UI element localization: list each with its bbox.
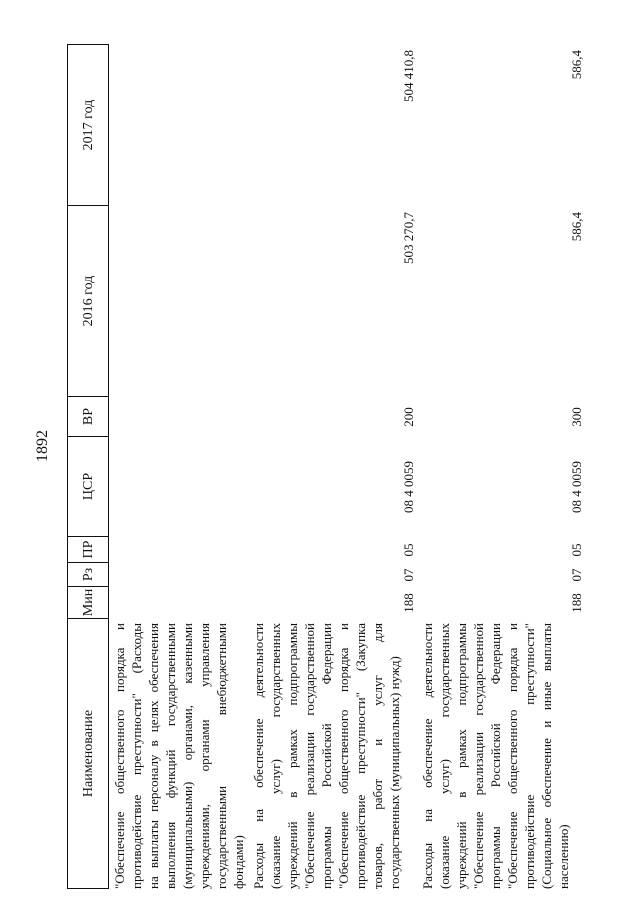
page-number: 1892: [34, 430, 51, 462]
row-vr: 300: [569, 407, 584, 427]
name-line: государственных (муниципальных) нужд): [387, 656, 402, 889]
table-header: [67, 44, 109, 889]
name-line: учреждений в рамках подпрограммы: [285, 623, 300, 889]
row-min: 188: [401, 593, 416, 613]
row-csr: 08 4 0059: [569, 461, 584, 513]
name-line: (Социальное обеспечение и иные выплаты: [539, 623, 554, 889]
row-2017: 504 410,8: [401, 50, 416, 102]
row-vr: 200: [401, 407, 416, 427]
name-line: товаров, работ и услуг для: [370, 623, 385, 889]
row-name: [417, 619, 585, 889]
name-line: населению): [556, 824, 571, 889]
header-name: Наименование: [68, 619, 108, 889]
row-rz: 07: [401, 568, 416, 582]
name-line: (оказание услуг) государственных: [268, 623, 283, 889]
name-line: на выплаты персоналу в целях обеспечения: [146, 623, 161, 889]
header-2017: 2017 год: [68, 44, 108, 206]
name-line: (оказание услуг) государственных: [437, 623, 452, 889]
name-line: противодействие преступности" (Расходы: [129, 623, 144, 889]
header-2016: 2016 год: [68, 206, 108, 397]
name-line: "Обеспечение реализации государственной: [471, 623, 486, 889]
row-name: [109, 619, 248, 889]
header-rz: Рз: [68, 563, 108, 587]
row-name: [248, 619, 417, 889]
name-line: выполнения функций государственными: [163, 623, 178, 889]
name-line: противодействие преступности": [522, 623, 537, 889]
name-line: "Обеспечение реализации государственной: [302, 623, 317, 889]
row-2017: 586,4: [569, 50, 584, 80]
table-row: [109, 44, 248, 889]
row-pr: 05: [569, 543, 584, 557]
name-line: противодействие преступности" (Закупка: [353, 623, 368, 889]
header-min: Мин: [68, 587, 108, 619]
table-row: [417, 44, 585, 889]
row-min: 188: [569, 593, 584, 613]
table-row: [248, 44, 417, 889]
name-line: "Обеспечение общественного порядка и: [112, 623, 127, 889]
row-pr: 05: [401, 543, 416, 557]
name-line: (муниципальными) органами, казенными: [180, 623, 195, 889]
name-line: Расходы на обеспечение деятельности: [251, 623, 266, 889]
name-line: программы Российской Федерации: [319, 623, 334, 889]
row-csr: 08 4 0059: [401, 461, 416, 513]
header-vr: ВР: [68, 397, 108, 437]
name-line: учреждениями, органами управления: [197, 623, 212, 889]
name-line: государственными внебюджетными: [214, 623, 229, 889]
name-line: программы Российской Федерации: [488, 623, 503, 889]
name-line: учреждений в рамках подпрограммы: [454, 623, 469, 889]
row-2016: 586,4: [569, 212, 584, 242]
name-line: "Обеспечение общественного порядка и: [505, 623, 520, 889]
budget-table: [67, 44, 585, 889]
name-line: "Обеспечение общественного порядка и: [336, 623, 351, 889]
header-csr: ЦСР: [68, 437, 108, 537]
row-rz: 07: [569, 568, 584, 582]
name-line: фондами): [231, 835, 246, 889]
header-pr: ПР: [68, 537, 108, 563]
row-2016: 503 270,7: [401, 212, 416, 264]
name-line: Расходы на обеспечение деятельности: [420, 623, 435, 889]
